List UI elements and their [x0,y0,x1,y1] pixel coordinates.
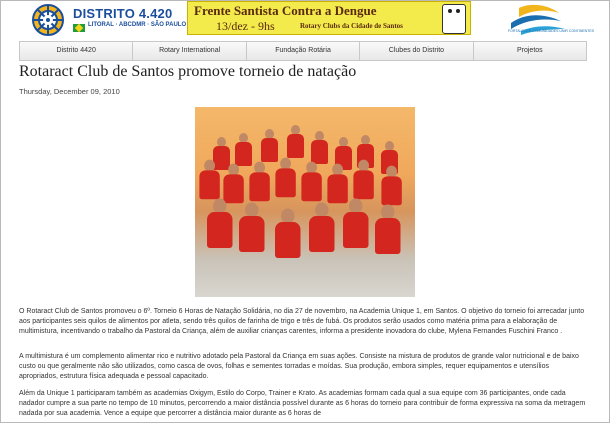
post-paragraph: O Rotaract Club de Santos promoveu o 6º. Torneio 6 Horas de Natação Solidária, no dia 27 de novembro, na Academia Unique 1, em Santos. O objetivo do torneio foi arrecadar junto aos participantes seis quilos de alimentos por atleta, sendo três quilos de farinha de trigo e três de fubá. Os produtos serão usados como matéria prima para a elaboração de multimistura, incentivando o trabalho da Pastoral da Criança, além de auxiliar crianças carentes, informa a presidente inovadora do clube, Mylena Fernandes Fuschini Franco . [19,308,585,335]
photo-person [311,131,327,165]
photo-person [287,125,303,159]
mosquito-icon [442,4,466,34]
partner-text: FORTALECER COMUNIDADES UNIR CONTINENTES [508,29,595,33]
nav-item-distrito[interactable]: Distrito 4420 [20,42,133,60]
nav-item-clubes[interactable]: Clubes do Distrito [360,42,473,60]
photo-person [239,203,263,254]
photo-person [207,199,231,250]
banner-date: 13/dez - 9hs [216,19,275,33]
district-logo[interactable] [31,3,201,37]
rotary-wheel-icon [31,3,65,37]
nav-item-projetos[interactable]: Projetos [516,47,543,54]
dengue-banner[interactable] [187,1,471,35]
nav-item-rotary-international[interactable]: Rotary International [133,42,246,60]
photo-person [301,162,320,203]
banner-org: Rotary Clubs da Cidade de Santos [300,22,403,30]
banner-title: Frente Santista Contra a Dengue [194,3,377,18]
photo-person [309,203,333,254]
photo-person [275,209,299,260]
district-title: DISTRITO 4.420 [73,6,173,21]
district-subtitle: LITORAL · ABCDMR · SÃO PAULO [88,22,187,28]
photo-person [199,160,218,201]
post-title[interactable]: Rotaract Club de Santos promove torneio de natação [19,63,357,80]
post-paragraph: Além da Unique 1 participaram também as academias Oxigym, Estilo do Corpo, Trainer e Krato. As academias formam cada qual a sua equipe com 36 participantes, onde cada nadador cumpre a sua parte no tempo de 10 minutos, percorrendo a maior distância possível durante as 6 horas do torneio para contribuir de forma expressiva na soma da metragem nadada por sua academia. Vence a equipe que percorrer a distância maior durante as 6 horas de [19,390,586,417]
post-paragraph: A multimistura é um complemento alimentar rico e nutritivo adotado pela Pastoral da Criança em suas ações. Consiste na mistura de produtos de grande valor nutricional e de baixo custo ou que geralmente não são utilizados, como casca de ovos, folhas e sementes torradas e moídas. Sua produção, embora simples, requer equipamentos e utensílios apropriados, estrutura física adequada e pessoal capacitado. [19,353,579,380]
photo-person [381,166,400,207]
photo-person [275,158,294,199]
photo-person [249,162,268,203]
brazil-flag-icon [73,24,85,32]
photo-person [353,160,372,201]
nav-item-fundacao-rotaria[interactable]: Fundação Rotária [247,42,360,60]
post-date: Thursday, December 09, 2010 [19,87,120,96]
photo-person [375,205,399,256]
main-nav [19,41,587,61]
site-header [1,1,609,41]
group-photo[interactable] [195,107,415,297]
photo-person [343,199,367,250]
